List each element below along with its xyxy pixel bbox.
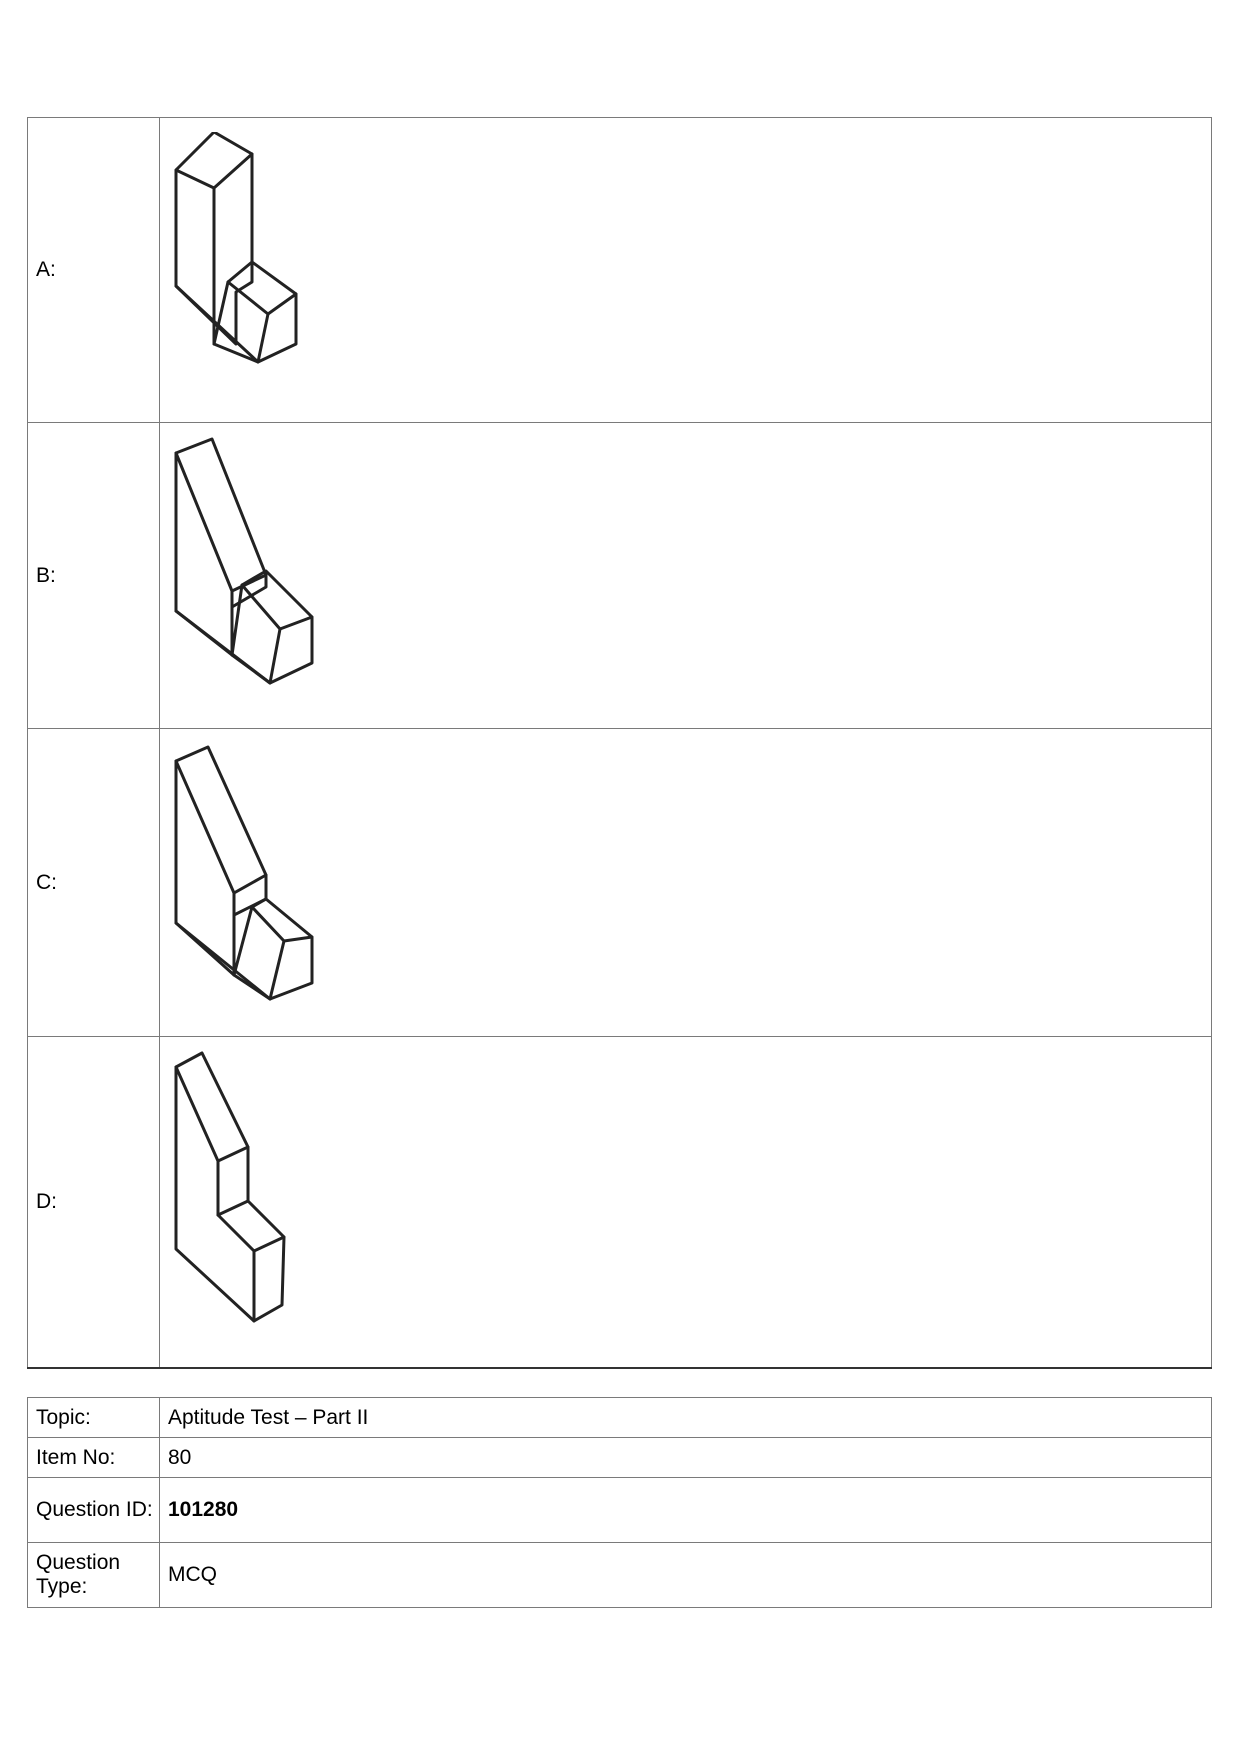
- option-figure-cell-a: [160, 118, 1212, 423]
- option-c-figure: [172, 743, 352, 1023]
- option-row-d: [28, 1037, 1212, 1369]
- option-label-b: B:: [28, 423, 160, 729]
- option-row-b: [28, 423, 1212, 729]
- option-d-figure: [172, 1051, 352, 1351]
- question-meta-table: [27, 1397, 1212, 1608]
- meta-row-item: [28, 1438, 1212, 1478]
- question-type-label: Question Type:: [28, 1543, 160, 1608]
- option-label-d: D:: [28, 1037, 160, 1369]
- question-type-value: MCQ: [160, 1543, 1212, 1608]
- question-id-label: Question ID:: [28, 1478, 160, 1543]
- option-figure-cell-d: [160, 1037, 1212, 1369]
- question-id-value: 101280: [160, 1478, 1212, 1543]
- topic-label: Topic:: [28, 1398, 160, 1438]
- option-figure-cell-b: [160, 423, 1212, 729]
- option-b-figure: [172, 437, 352, 717]
- option-label-c: C:: [28, 729, 160, 1037]
- meta-row-question-id: [28, 1478, 1212, 1543]
- option-label-a: A:: [28, 118, 160, 423]
- option-row-a: [28, 118, 1212, 423]
- topic-value: Aptitude Test – Part II: [160, 1398, 1212, 1438]
- option-a-figure: [172, 132, 352, 412]
- options-table: [27, 117, 1212, 1369]
- meta-row-question-type: [28, 1543, 1212, 1608]
- meta-row-topic: [28, 1398, 1212, 1438]
- option-figure-cell-c: [160, 729, 1212, 1037]
- item-no-value: 80: [160, 1438, 1212, 1478]
- option-row-c: [28, 729, 1212, 1037]
- item-no-label: Item No:: [28, 1438, 160, 1478]
